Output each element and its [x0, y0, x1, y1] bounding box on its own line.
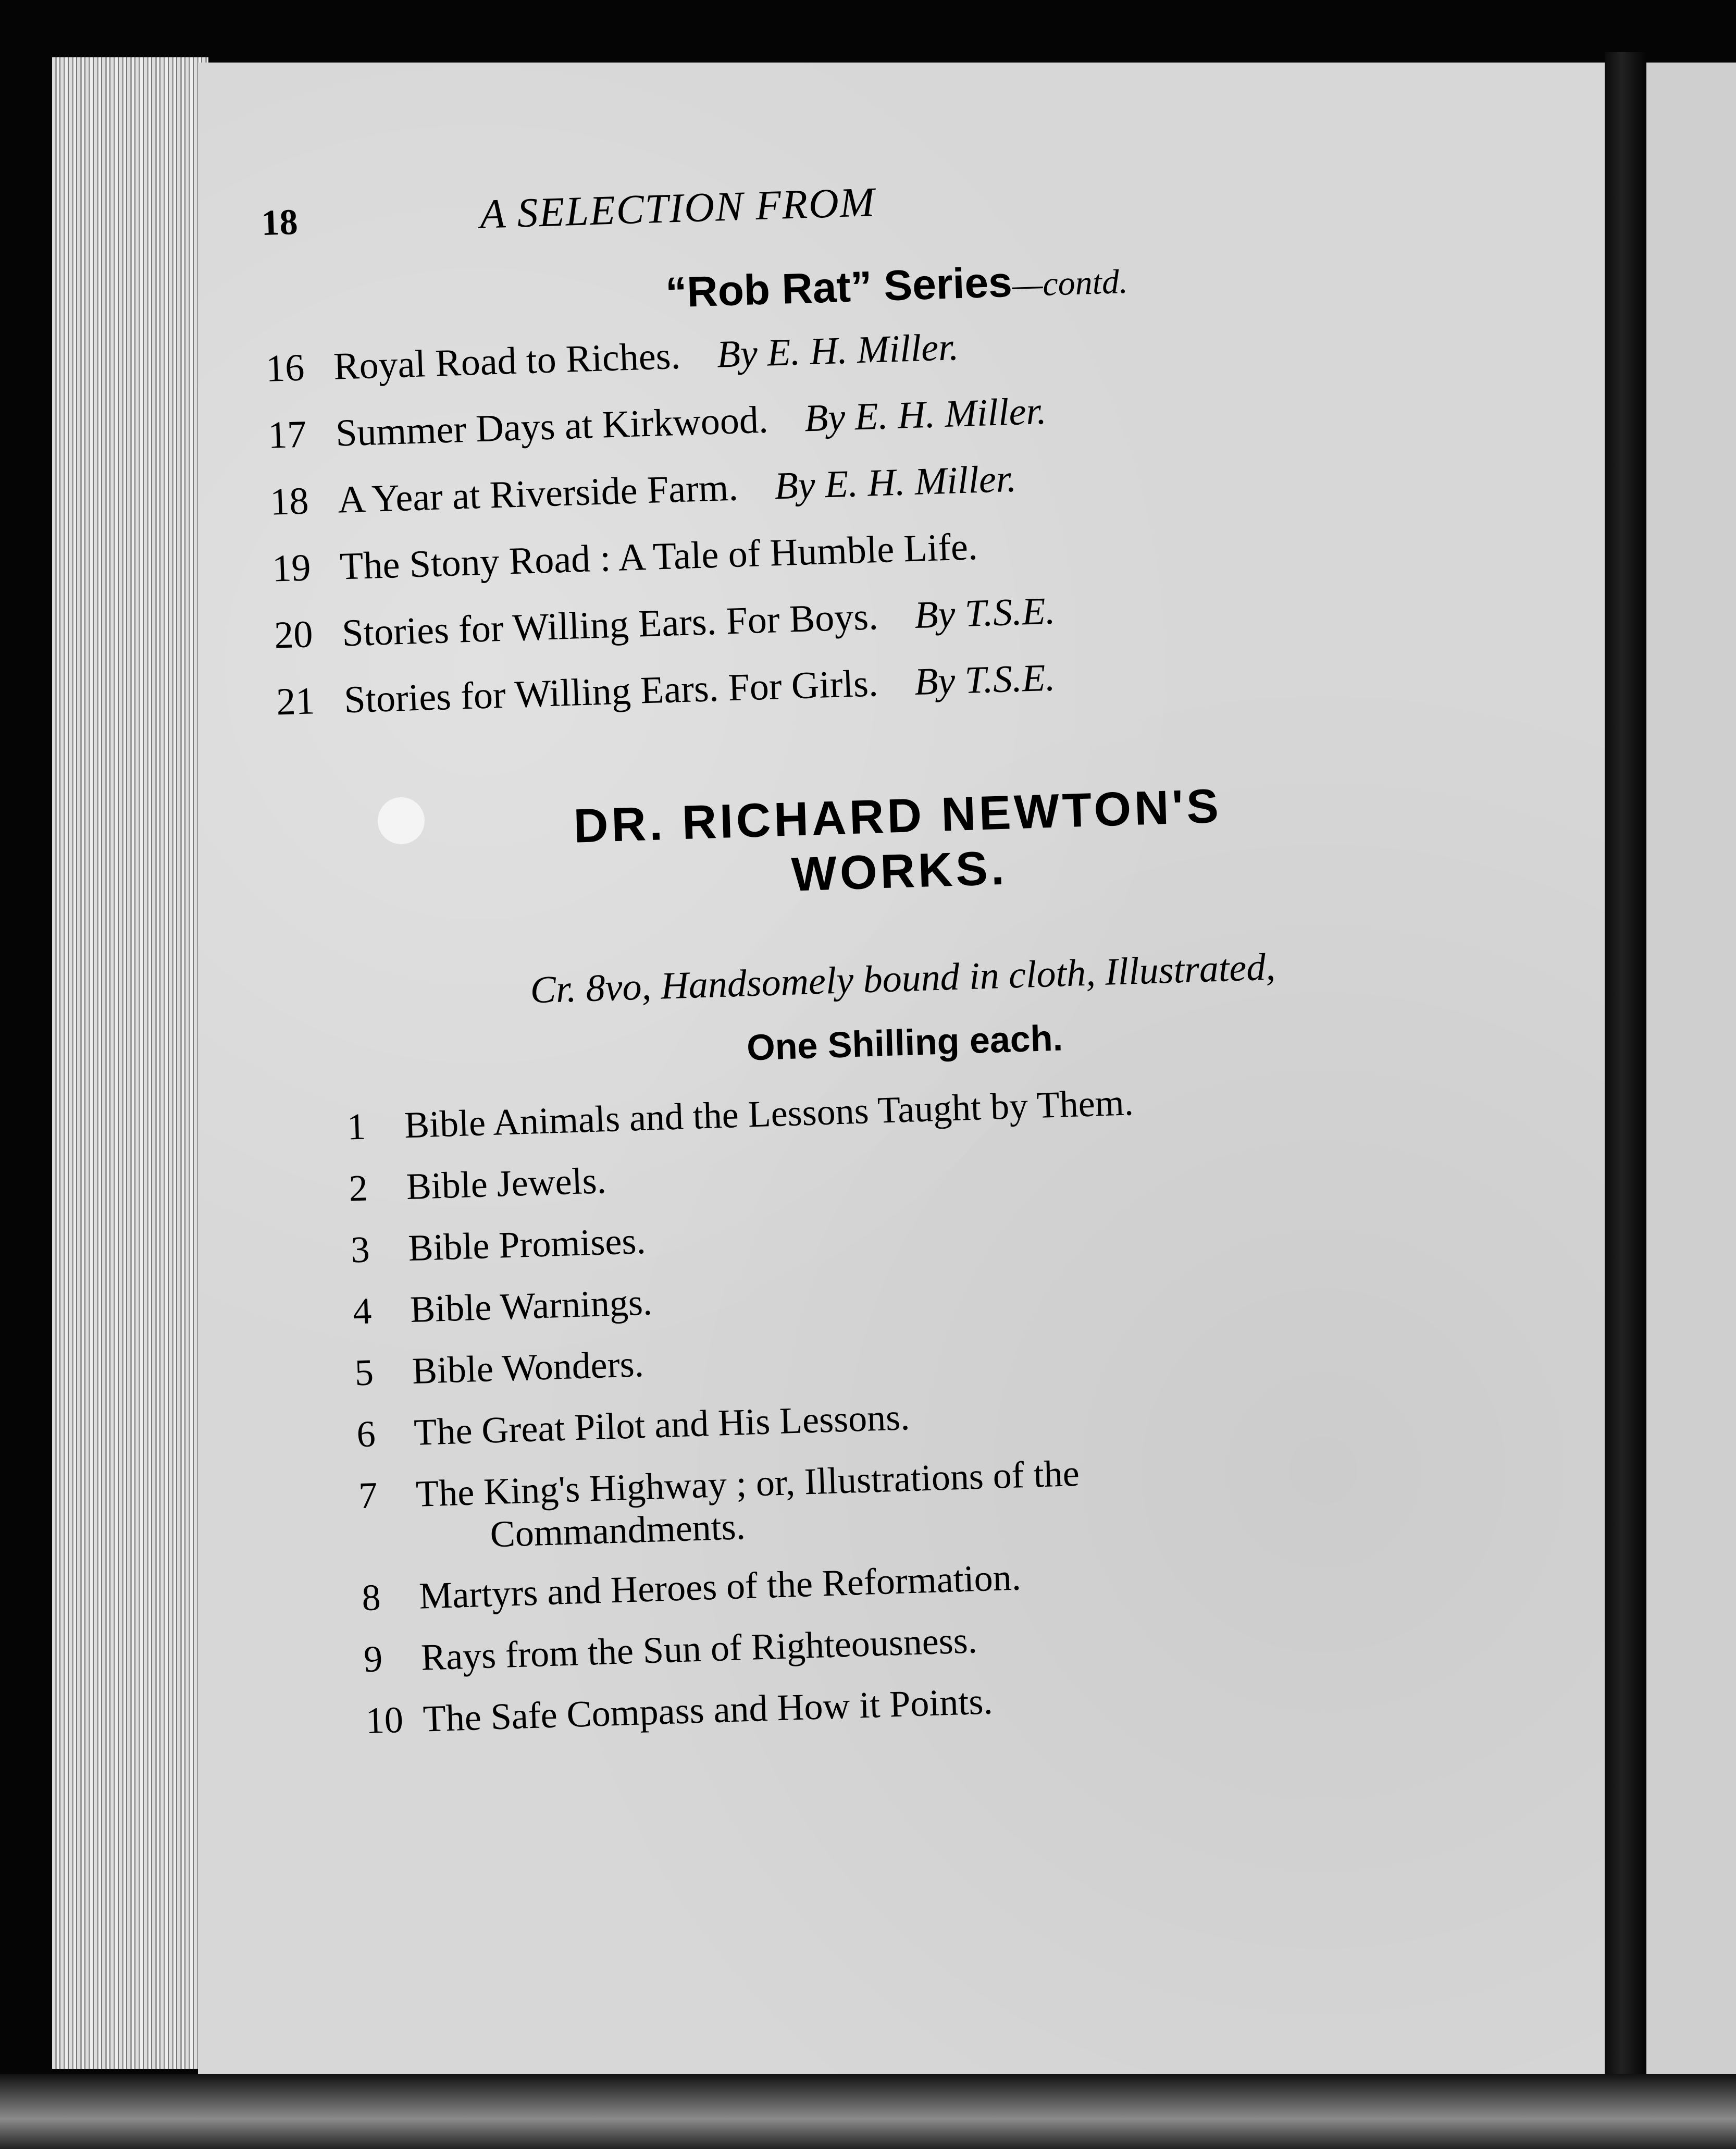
binding-gutter: [1605, 52, 1646, 2074]
works-heading-line1: DR. RICHARD NEWTON'S: [573, 779, 1223, 853]
item-title: Bible Jewels.: [405, 1159, 607, 1207]
item-number: 3: [350, 1228, 370, 1271]
item-number: 17: [267, 413, 307, 457]
item-number: 8: [361, 1576, 381, 1619]
item-title: Bible Wonders.: [411, 1342, 644, 1392]
rob-rat-list: [265, 299, 1449, 735]
item-number: 6: [356, 1412, 376, 1455]
item-title: A Year at Riverside Farm.: [337, 466, 739, 522]
item-number: 7: [358, 1474, 378, 1516]
item-title: Rays from the Sun of Righteousness.: [420, 1619, 978, 1678]
item-number: 4: [352, 1289, 373, 1332]
item-number: 5: [354, 1351, 375, 1394]
series-title: “Rob Rat” Series: [665, 258, 1013, 317]
item-title: The Great Pilot and His Lessons.: [413, 1395, 911, 1453]
item-number: 19: [271, 546, 312, 590]
item-number: 20: [274, 613, 314, 657]
scan-border: [0, 2074, 1736, 2149]
binding-description: Cr. 8vo, Handsomely bound in cloth, Illustrated,: [529, 945, 1276, 1012]
page-edges: [52, 57, 208, 2069]
price-line: One Shilling each.: [746, 1017, 1063, 1068]
item-title-wrap: [415, 1446, 1345, 1555]
item-author: By E. H. Miller.: [803, 389, 1047, 440]
item-number: 1: [346, 1105, 367, 1148]
newton-works-list: [289, 1061, 1481, 1753]
item-title: Royal Road to Riches.: [332, 334, 681, 388]
item-number: 21: [276, 680, 316, 724]
item-title: Stories for Willing Ears. For Boys.: [341, 595, 879, 655]
running-head: A SELECTION FROM: [479, 179, 876, 238]
item-title: The Stony Road : A Tale of Humble Life.: [339, 525, 978, 588]
item-title: Martyrs and Heroes of the Reformation.: [418, 1556, 1022, 1617]
item-title: The Safe Compass and How it Points.: [422, 1679, 994, 1740]
page-content: [261, 161, 1481, 1753]
item-title: Summer Days at Kirkwood.: [334, 398, 769, 455]
item-number: 16: [265, 346, 305, 390]
item-number: 9: [363, 1637, 383, 1680]
item-author: By T.S.E.: [913, 656, 1056, 704]
item-author: By T.S.E.: [914, 589, 1056, 637]
item-title-continuation: Commandments.: [489, 1505, 746, 1555]
item-title: Bible Animals and the Lessons Taught by Them.: [403, 1081, 1134, 1146]
series-contd: —contd.: [1011, 262, 1129, 304]
facing-page-edge: [1646, 63, 1736, 2074]
item-title: Bible Promises.: [407, 1219, 647, 1269]
item-number: 18: [269, 479, 309, 524]
item-number: 2: [348, 1167, 369, 1209]
item-title: Stories for Willing Ears. For Girls.: [343, 662, 879, 722]
works-heading-line2: WORKS.: [790, 841, 1008, 901]
item-number: 10: [365, 1698, 404, 1742]
item-author: By E. H. Miller.: [716, 326, 960, 376]
page-number: 18: [261, 202, 299, 243]
item-author: By E. H. Miller.: [774, 457, 1018, 508]
works-heading: [280, 772, 1455, 919]
item-title: The King's Highway ; or, Illustrations of the: [415, 1452, 1080, 1515]
item-title: Bible Warnings.: [409, 1281, 653, 1330]
